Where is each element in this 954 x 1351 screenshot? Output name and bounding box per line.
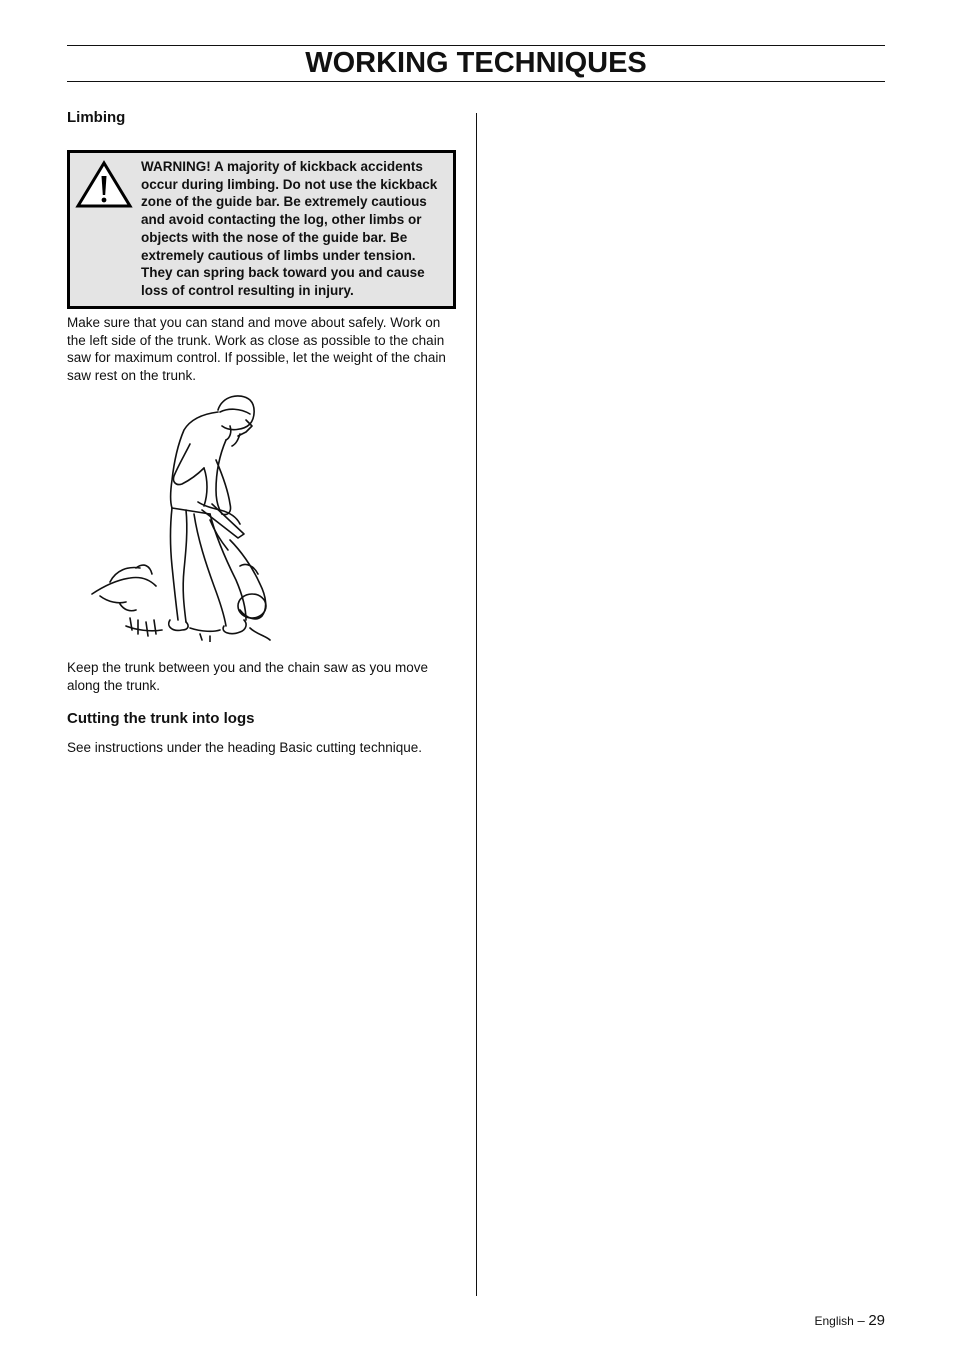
- page-footer: [814, 1311, 885, 1331]
- page-number: 29: [868, 1312, 885, 1329]
- paragraph-logs: [67, 739, 455, 757]
- page-title: WORKING TECHNIQUES: [305, 47, 647, 79]
- footer-separator: –: [857, 1313, 865, 1328]
- warning-text: WARNING! A majority of kickback accidents occur during limbing. Do not use the kickback zone of the guide bar. Be extremely cautious and avoid contacting the log, other limbs or objects with the nose of the guide bar. Be extremely cautious of limbs under tension. They can spring back toward you and cause loss of control resulting in injury.: [141, 159, 438, 298]
- footer-language: English: [814, 1314, 854, 1328]
- column-divider: [476, 113, 477, 1296]
- warning-triangle-icon: [75, 159, 133, 209]
- paragraph-text: Keep the trunk between you and the chain saw as you move along the trunk.: [67, 660, 428, 693]
- paragraph-safety: [67, 314, 455, 384]
- heading-logs: Cutting the trunk into logs: [67, 710, 255, 727]
- header-rule-bottom: [67, 81, 885, 82]
- section-heading-limbing: [67, 109, 455, 127]
- heading-limbing: Limbing: [67, 109, 126, 126]
- paragraph-text: See instructions under the heading Basic cutting technique.: [67, 740, 422, 755]
- paragraph-text: Make sure that you can stand and move about safely. Work on the left side of the trunk. Work as close as possible to the chain saw for maximum control. If possible, let the weight of the chain saw rest on the trunk.: [67, 315, 446, 383]
- warning-box: [67, 150, 456, 309]
- paragraph-trunk: [67, 659, 455, 694]
- section-heading-logs: [67, 710, 455, 728]
- limbing-illustration: [90, 390, 275, 642]
